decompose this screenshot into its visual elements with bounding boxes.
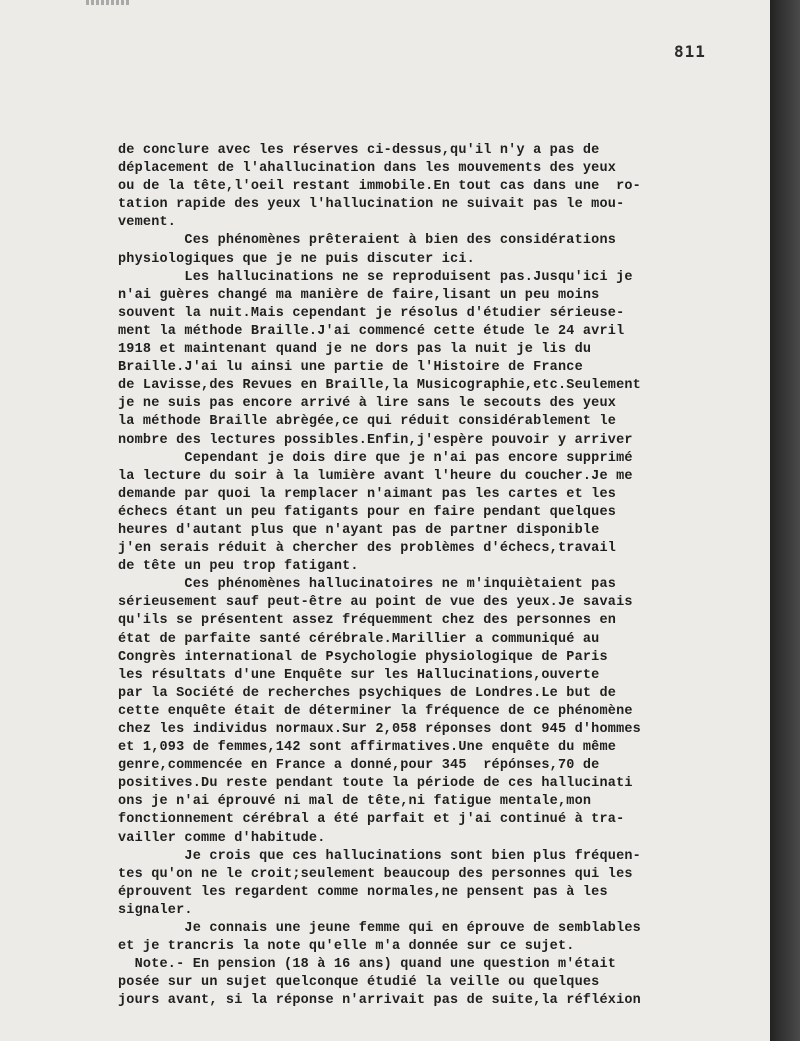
text-line: genre,commencée en France a donné,pour 345 répónses,70 de	[118, 758, 600, 774]
text-line: état de parfaite santé cérébrale.Marillier a communiqué au	[118, 631, 600, 647]
text-line: la méthode Braille abrègée,ce qui réduit considérablement le	[118, 414, 617, 430]
page-number: 811	[674, 42, 706, 61]
top-edge-mark	[86, 0, 130, 5]
text-line: signaler.	[118, 902, 193, 918]
text-line: de conclure avec les réserves ci-dessus,qu'il n'y a pas de	[118, 143, 600, 158]
text-line: jours avant, si la réponse n'arrivait pas de suite,la réfléxion	[118, 993, 641, 1009]
text-line: ment la méthode Braille.J'ai commencé cette étude le 24 avril	[118, 323, 625, 339]
text-line: positives.Du reste pendant toute la période de ces hallucinati	[118, 776, 633, 792]
text-line: tation rapide des yeux l'hallucination ne suivait pas le mou-	[118, 197, 625, 213]
text-line: de tête un peu trop fatigant.	[118, 559, 359, 575]
text-line: vement.	[118, 215, 177, 231]
text-line: heures d'autant plus que n'ayant pas de partner disponible	[118, 522, 600, 538]
text-line: demande par quoi la remplacer n'aimant pas les cartes et les	[118, 486, 617, 502]
text-line: la lecture du soir à la lumière avant l'heure du coucher.Je me	[118, 468, 633, 484]
text-line: vailler comme d'habitude.	[118, 830, 326, 846]
text-line: je ne suis pas encore arrivé à lire sans le secouts des yeux	[118, 396, 617, 412]
text-line: tes qu'on ne le croit;seulement beaucoup des personnes qui les	[118, 866, 633, 882]
text-line: n'ai guères changé ma manière de faire,lisant un peu moins	[118, 287, 600, 303]
text-line: Ces phénomènes prêteraient à bien des considérations	[118, 233, 617, 249]
text-line: 1918 et maintenant quand je ne dors pas la nuit je lis du	[118, 342, 592, 358]
text-line: ou de la tête,l'oeil restant immobile.En tout cas dans une ro-	[118, 179, 641, 195]
text-line: les résultats d'une Enquête sur les Hallucinations,ouverte	[118, 667, 600, 683]
text-line: Braille.J'ai lu ainsi une partie de l'Histoire de France	[118, 360, 583, 376]
body-text	[118, 142, 758, 1011]
text-line: échecs étant un peu fatigants pour en faire pendant quelques	[118, 504, 617, 520]
text-line: Je connais une jeune femme qui en éprouve de semblables	[118, 921, 641, 937]
text-line: souvent la nuit.Mais cependant je résolus d'étudier sérieuse-	[118, 305, 625, 321]
text-line: posée sur un sujet quelconque étudié la veille ou quelques	[118, 975, 600, 991]
text-line: Ces phénomènes hallucinatoires ne m'inquiètaient pas	[118, 577, 617, 593]
text-line: nombre des lectures possibles.Enfin,j'espère pouvoir y arriver	[118, 432, 633, 448]
scan-border	[770, 0, 800, 1041]
text-line: de Lavisse,des Revues en Braille,la Musicographie,etc.Seulement	[118, 378, 641, 394]
text-line: par la Société de recherches psychiques de Londres.Le but de	[118, 685, 617, 701]
text-line: j'en serais réduit à chercher des problèmes d'échecs,travail	[118, 541, 617, 557]
text-line: Cependant je dois dire que je n'ai pas encore supprimé	[118, 450, 633, 466]
text-line: et 1,093 de femmes,142 sont affirmatives.Une enquête du même	[118, 740, 617, 756]
text-line: éprouvent les regardent comme normales,ne pensent pas à les	[118, 884, 608, 900]
text-line: Congrès international de Psychologie physiologique de Paris	[118, 649, 608, 665]
text-line: ons je n'ai éprouvé ni mal de tête,ni fatigue mentale,mon	[118, 794, 592, 810]
text-line: physiologiques que je ne puis discuter ici.	[118, 251, 475, 267]
text-line: Les hallucinations ne se reproduisent pas.Jusqu'ici je	[118, 269, 633, 285]
text-line: cette enquête était de déterminer la fréquence de ce phénomène	[118, 703, 633, 719]
text-line: chez les individus normaux.Sur 2,058 réponses dont 945 d'hommes	[118, 722, 641, 737]
text-line: qu'ils se présentent assez fréquemment chez des personnes en	[118, 613, 617, 629]
text-line: Note.- En pension (18 à 16 ans) quand une question m'était	[118, 957, 617, 973]
text-line: fonctionnement cérébral a été parfait et j'ai continué à tra-	[118, 812, 625, 828]
text-line: sérieusement sauf peut-être au point de vue des yeux.Je savais	[118, 595, 633, 611]
text-line: Je crois que ces hallucinations sont bien plus fréquen-	[118, 848, 641, 864]
text-line: et je trancris la note qu'elle m'a donnée sur ce sujet.	[118, 939, 575, 955]
text-line: déplacement de l'ahallucination dans les mouvements des yeux	[118, 161, 617, 177]
